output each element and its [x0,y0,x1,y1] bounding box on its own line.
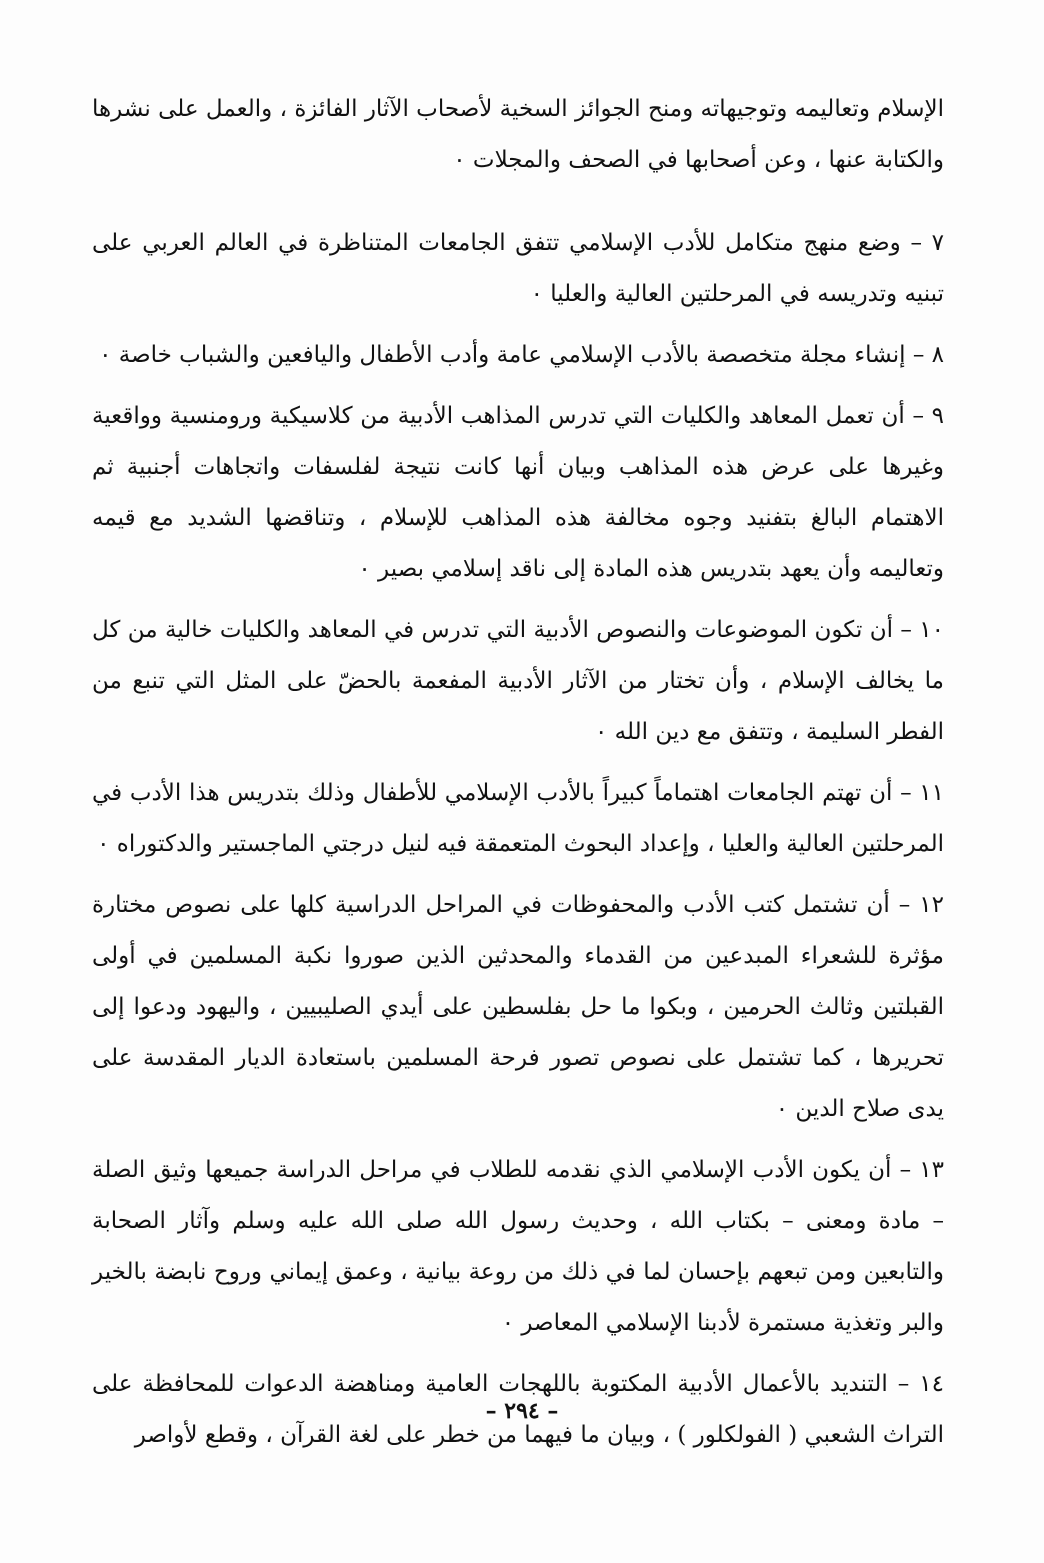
paragraph-continuation: الإسلام وتعاليمه وتوجيهاته ومنح الجوائز السخية لأصحاب الآثار الفائزة ، والعمل على نشرها والكتابة عنها ، وعن أصحابها في الصحف والمجلات ٠ [92,96,944,173]
paragraph-item-11: ١١ – أن تهتم الجامعات اهتماماً كبيراً بالأدب الإسلامي للأطفال وذلك بتدريس هذا الأدب في المرحلتين العالية والعليا ، وإعداد البحوث المتعمقة فيه لنيل درجتي الماجستير والدكتوراه ٠ [92,780,944,857]
paragraph-item-8: ٨ – إنشاء مجلة متخصصة بالأدب الإسلامي عامة وأدب الأطفال واليافعين والشباب خاصة ٠ [99,342,944,368]
paragraph-item-9: ٩ – أن تعمل المعاهد والكليات التي تدرس المذاهب الأدبية من كلاسيكية ورومنسية وواقعية وغيرها على عرض هذه المذاهب وبيان أنها كانت نتيجة لفلسفات واتجاهات أجنبية ثم الاهتمام البالغ بتفنيد وجوه مخالفة هذه المذاهب للإسلام ، وتناقضها الشديد مع قيمه وتعاليمه وأن يعهد بتدريس هذه المادة إلى ناقد إسلامي بصير ٠ [92,403,944,582]
paragraph-item-10: ١٠ – أن تكون الموضوعات والنصوص الأدبية التي تدرس في المعاهد والكليات خالية من كل ما يخالف الإسلام ، وأن تختار من الآثار الأدبية المفعمة بالحضّ على المثل التي تنبع من الفطر السليمة ، وتتفق مع دين الله ٠ [92,617,944,745]
paragraph-item-12: ١٢ – أن تشتمل كتب الأدب والمحفوظات في المراحل الدراسية كلها على نصوص مختارة مؤثرة للشعراء المبدعين من القدماء والمحدثين الذين صوروا نكبة المسلمين في أولى القبلتين وثالث الحرمين ، وبكوا ما حل بفلسطين على أيدي الصليبيين ، واليهود ودعوا إلى تحريرها ، كما تشتمل على نصوص تصور فرحة المسلمين باستعادة الديار المقدسة على يدى صلاح الدين ٠ [92,892,944,1122]
paragraph-item-14: ١٤ – التنديد بالأعمال الأدبية المكتوبة باللهجات العامية ومناهضة الدعوات للمحافظة على التراث الشعبي ( الفولكلور ) ، وبيان ما فيهما من خطر على لغة القرآن ، وقطع لأواصر [92,1371,944,1448]
paragraph-item-13: ١٣ – أن يكون الأدب الإسلامي الذي نقدمه للطلاب في مراحل الدراسة جميعها وثيق الصلة – مادة ومعنى – بكتاب الله ، وحديث رسول الله صلى الله عليه وسلم وآثار الصحابة والتابعين ومن تبعهم بإحسان لما في ذلك من روعة بيانية ، وعمق إيماني وروح نابضة بالخير والبر وتغذية مستمرة لأدبنا الإسلامي المعاصر ٠ [92,1157,944,1336]
paragraph-item-7: ٧ – وضع منهج متكامل للأدب الإسلامي تتفق الجامعات المتناظرة في العالم العربي على تبنيه وتدريسه في المرحلتين العالية والعليا ٠ [92,230,944,307]
page-body-text [92,84,944,1471]
page-number: – ٢٩٤ – [485,1398,559,1424]
